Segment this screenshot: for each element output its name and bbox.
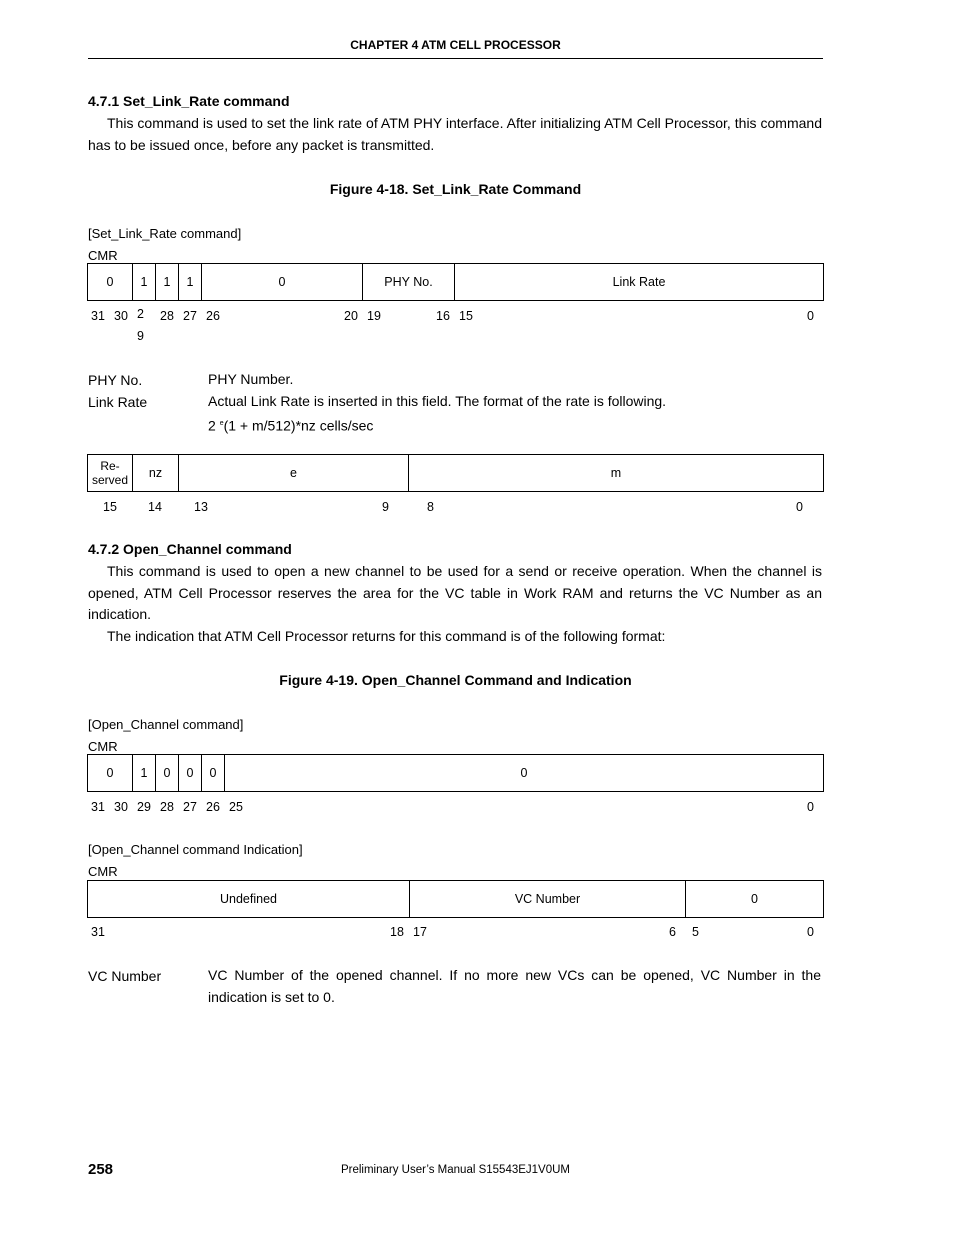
def-term-vc-number: VC Number bbox=[88, 968, 162, 984]
bit-label: 31 bbox=[91, 925, 105, 939]
section-472-text-2: The indication that ATM Cell Processor returns for this command is of the following format: bbox=[107, 628, 666, 644]
bit-label: 19 bbox=[367, 309, 381, 323]
chapter-header: CHAPTER 4 ATM CELL PROCESSOR bbox=[350, 38, 561, 52]
field-reserved bbox=[88, 455, 133, 492]
section-472-paragraph-2 bbox=[88, 626, 822, 648]
bit-label: 26 bbox=[206, 800, 220, 814]
field-bit28: 0 bbox=[179, 755, 202, 792]
bit-label: 25 bbox=[229, 800, 243, 814]
bit-label: 20 bbox=[344, 309, 358, 323]
section-471-text: This command is used to set the link rate of ATM PHY interface. After initializing ATM Cell Processor, this command has to be issued once, before any packet is transmitted. bbox=[88, 115, 822, 153]
field-bit27: 0 bbox=[202, 755, 225, 792]
section-472-text-1: This command is used to open a new channel to be used for a send or receive operation. When the channel is opened, ATM Cell Processor reserves the area for the VC table in Work RAM and returns the VC Number as an indication. bbox=[88, 563, 822, 622]
bit-label: 16 bbox=[436, 309, 450, 323]
bit-label: 28 bbox=[160, 309, 174, 323]
section-heading-472: 4.7.2 Open_Channel command bbox=[88, 541, 292, 557]
field-bit29: 0 bbox=[156, 755, 179, 792]
figure-4-19-caption: Figure 4-19. Open_Channel Command and Indication bbox=[279, 672, 632, 688]
formula-exponent: e bbox=[219, 420, 224, 427]
field-bits26-0: 0 bbox=[225, 755, 824, 792]
page-number: 258 bbox=[88, 1161, 114, 1178]
formula-rest: (1 + m/512)*nz cells/sec bbox=[223, 417, 374, 434]
bit-label: 30 bbox=[114, 800, 128, 814]
bit-label: 0 bbox=[796, 500, 803, 514]
field-vc-number: VC Number bbox=[410, 881, 686, 918]
def-term-link-rate: Link Rate bbox=[88, 394, 148, 410]
field-bit28: 1 bbox=[179, 264, 202, 301]
reserved-line2: served bbox=[91, 473, 129, 487]
field-nz: nz bbox=[133, 455, 179, 492]
bit-label: 14 bbox=[148, 500, 162, 514]
field-undefined: Undefined bbox=[88, 881, 410, 918]
field-m: m bbox=[409, 455, 824, 492]
open-channel-register bbox=[87, 754, 824, 792]
open-channel-label: [Open_Channel command] bbox=[88, 717, 244, 732]
bit-label: 15 bbox=[459, 309, 473, 323]
field-bit29: 1 bbox=[156, 264, 179, 301]
bit-label: 0 bbox=[807, 309, 814, 323]
cmr-label: CMR bbox=[88, 739, 118, 754]
bit-label: 29 bbox=[137, 800, 151, 814]
bit-label: 15 bbox=[103, 500, 117, 514]
section-heading-471: 4.7.1 Set_Link_Rate command bbox=[88, 93, 290, 109]
open-channel-indication-label: [Open_Channel command Indication] bbox=[88, 842, 303, 857]
reserved-line1: Re- bbox=[100, 459, 120, 473]
field-e: e bbox=[179, 455, 409, 492]
bit-label: 18 bbox=[390, 925, 404, 939]
field-phy-no: PHY No. bbox=[363, 264, 455, 301]
def-desc-vc-number: VC Number of the opened channel. If no more new VCs can be opened, VC Number in the indication is set to 0. bbox=[208, 967, 821, 1005]
def-term-phy-no: PHY No. bbox=[88, 372, 143, 388]
bit-label: 31 bbox=[91, 800, 105, 814]
bit-label: 17 bbox=[413, 925, 427, 939]
field-bit30: 1 bbox=[133, 264, 156, 301]
bit-label: 30 bbox=[114, 309, 128, 323]
bit-label: 6 bbox=[669, 925, 676, 939]
manual-id: Preliminary User’s Manual S15543EJ1V0UM bbox=[340, 1164, 571, 1176]
def-desc-link-rate: Actual Link Rate is inserted in this field. The format of the rate is following. bbox=[208, 393, 667, 409]
bit-label: 2 bbox=[137, 307, 144, 321]
section-471-paragraph bbox=[88, 113, 822, 156]
cmr-label: CMR bbox=[88, 864, 118, 879]
set-link-rate-register bbox=[87, 263, 824, 301]
bit-label: 27 bbox=[183, 800, 197, 814]
bit-label: 9 bbox=[382, 500, 389, 514]
indication-register bbox=[87, 880, 824, 918]
def-desc-phy-no: PHY Number. bbox=[208, 371, 294, 387]
field-bit30: 1 bbox=[133, 755, 156, 792]
header-rule bbox=[88, 58, 823, 59]
bit-label: 28 bbox=[160, 800, 174, 814]
bit-label: 26 bbox=[206, 309, 220, 323]
cmr-label: CMR bbox=[88, 248, 118, 263]
set-link-rate-label: [Set_Link_Rate command] bbox=[88, 226, 242, 241]
bit-label: 27 bbox=[183, 309, 197, 323]
section-472-paragraph-1 bbox=[88, 561, 822, 626]
bit-label: 0 bbox=[807, 925, 814, 939]
field-bits27-20: 0 bbox=[202, 264, 363, 301]
rate-format-register bbox=[87, 454, 824, 492]
field-bits5-0: 0 bbox=[686, 881, 824, 918]
formula-base: 2 bbox=[208, 417, 216, 434]
bit-label: 0 bbox=[807, 800, 814, 814]
field-bit31: 0 bbox=[88, 264, 133, 301]
field-bit31: 0 bbox=[88, 755, 133, 792]
bit-label: 5 bbox=[692, 925, 699, 939]
link-rate-formula bbox=[208, 413, 373, 437]
bit-label: 9 bbox=[137, 329, 144, 343]
bit-label: 8 bbox=[427, 500, 434, 514]
bit-label: 31 bbox=[91, 309, 105, 323]
bit-label: 13 bbox=[194, 500, 208, 514]
figure-4-18-caption: Figure 4-18. Set_Link_Rate Command bbox=[329, 181, 582, 197]
field-link-rate: Link Rate bbox=[455, 264, 824, 301]
